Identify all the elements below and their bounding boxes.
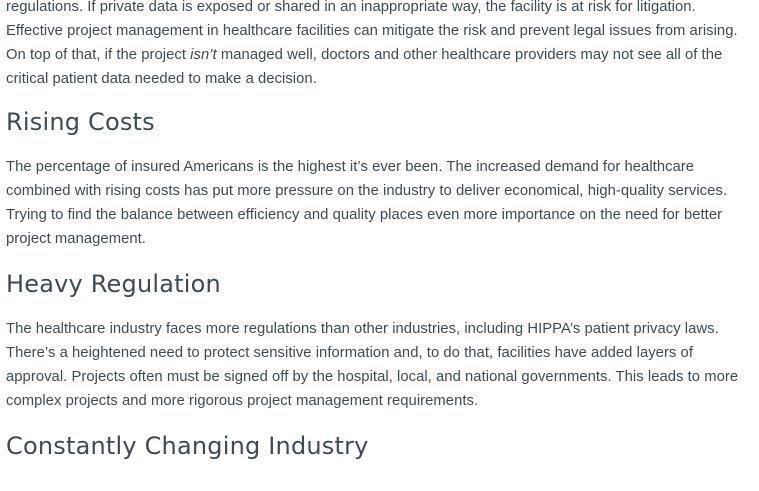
paragraph-rising-costs: The percentage of insured Americans is the highest it’s ever been. The increased demand for healthcare combined with rising costs has put more pressure on the industry to deliver economical, high-quality services. Trying to find the balance between efficiency and quality places even more importance on the need for better project management.: [6, 159, 728, 247]
heading-constantly-changing-industry: Constantly Changing Industry: [6, 432, 369, 460]
heading-heavy-regulation: Heavy Regulation: [6, 270, 221, 298]
intro-emphasis: isn’t: [190, 47, 217, 63]
intro-paragraph: [6, 0, 754, 91]
paragraph-heavy-regulation: The healthcare industry faces more regulations than other industries, including HIPPA’s patient privacy laws. There’s a heightened need to protect sensitive information and, to do that, facilities have added layers of approval. Projects often must be signed off by the hospital, local, and national governments. This leads to more complex projects and more rigorous project management requirements.: [6, 321, 739, 409]
intro-text-start: regulations. If private data is exposed or shared in an inappropriate way, the facility is at risk for litigation. Effective project management in healthcare facilities can mitigate the risk and prevent legal issues from arising. On top of that, if the project: [6, 0, 738, 63]
article-content: [6, 0, 754, 461]
heading-rising-costs: Rising Costs: [6, 108, 155, 136]
intro-text-end: managed well, doctors and other healthcare providers may not see all of the critical patient data needed to make a decision.: [6, 47, 723, 87]
